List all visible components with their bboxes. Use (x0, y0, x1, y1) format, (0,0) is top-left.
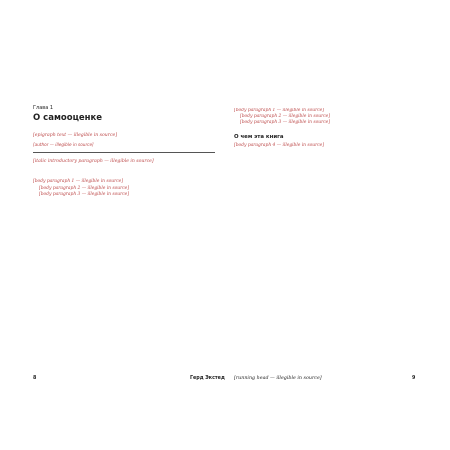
intro-paragraph: [italic introductory paragraph — illegible in source] (33, 159, 154, 165)
body-paragraph: [body paragraph 3 — illegible in source] (240, 120, 330, 126)
body-paragraph: [body paragraph 2 — illegible in source] (39, 185, 129, 191)
body-paragraph: [body paragraph 2 — illegible in source] (240, 114, 330, 120)
body-paragraph: [body paragraph 3 — illegible in source] (39, 191, 129, 197)
divider (33, 152, 215, 153)
page-number-right: 9 (412, 376, 416, 381)
body-paragraph: [body paragraph 4 — illegible in source] (234, 143, 324, 149)
page-number-left: 8 (33, 376, 37, 381)
chapter-label: Глава 1 (33, 105, 54, 111)
body-paragraph: [body paragraph 1 — illegible in source] (33, 179, 123, 185)
running-head-left: Герд Экстед (190, 376, 225, 381)
section-subheading: О чем эта книга (234, 134, 284, 141)
chapter-title: О самооценке (33, 113, 103, 123)
right-page (234, 108, 416, 408)
epigraph-author: [author — illegible in source] (33, 142, 94, 148)
epigraph: [epigraph text — illegible in source] (33, 133, 118, 138)
body-paragraph: [body paragraph 1 — illegible in source] (234, 108, 324, 113)
running-head-right: [running head — illegible in source] (234, 376, 322, 381)
left-page (33, 95, 215, 395)
